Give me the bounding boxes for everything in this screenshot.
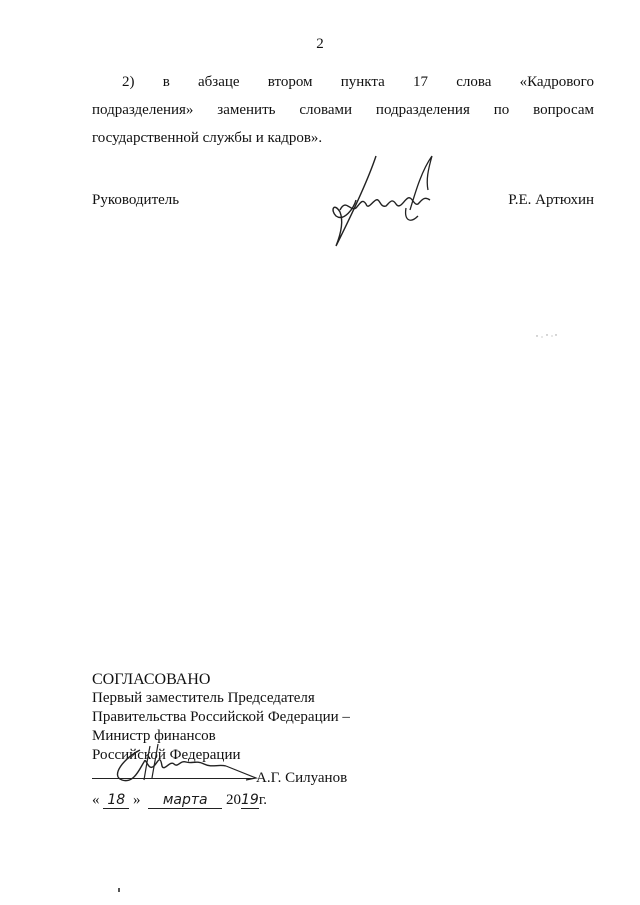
signer-name: Р.Е. Артюхин bbox=[508, 192, 594, 208]
amendment-paragraph bbox=[92, 68, 594, 152]
date-open-quote: « bbox=[92, 792, 100, 808]
word: словами bbox=[299, 102, 353, 118]
date-month: марта bbox=[148, 792, 222, 809]
date-year-prefix: 20 bbox=[226, 792, 241, 808]
word: «Кадрового bbox=[519, 74, 594, 90]
paragraph-line-2 bbox=[92, 96, 594, 124]
word: 2) bbox=[122, 74, 135, 90]
date-day: 18 bbox=[103, 792, 129, 809]
scan-mark bbox=[118, 888, 120, 892]
word: пункта bbox=[340, 74, 385, 90]
word: вопросам bbox=[533, 102, 594, 118]
paragraph-line-1 bbox=[92, 68, 594, 96]
signature-icon bbox=[310, 150, 450, 260]
word: подразделения» bbox=[92, 102, 194, 118]
signature-icon bbox=[100, 742, 260, 788]
word: подразделения bbox=[375, 102, 470, 118]
signer-title: Руководитель bbox=[92, 192, 180, 208]
approval-date bbox=[92, 792, 267, 809]
approval-position-line: Первый заместитель Председателя bbox=[92, 690, 315, 706]
approval-position-line: Российской Федерации bbox=[92, 747, 241, 763]
word: втором bbox=[267, 74, 313, 90]
date-close-quote: » bbox=[133, 792, 141, 808]
word: заменить bbox=[217, 102, 276, 118]
date-year-suffix: 19 bbox=[241, 792, 259, 808]
approval-position-line: Министр финансов bbox=[92, 728, 216, 744]
date-suffix: г. bbox=[258, 792, 268, 808]
word: в bbox=[162, 74, 170, 90]
approver-name: А.Г. Силуанов bbox=[256, 770, 348, 786]
approval-heading: СОГЛАСОВАНО bbox=[92, 671, 211, 688]
word: 17 bbox=[413, 74, 428, 90]
word: абзаце bbox=[198, 74, 240, 90]
page-number: 2 bbox=[316, 36, 324, 52]
paragraph-line-3: государственной службы и кадров». bbox=[92, 130, 323, 146]
word: по bbox=[493, 102, 510, 118]
scan-speck bbox=[534, 332, 560, 340]
word: слова bbox=[456, 74, 492, 90]
approval-position-line: Правительства Российской Федерации – bbox=[92, 709, 350, 725]
